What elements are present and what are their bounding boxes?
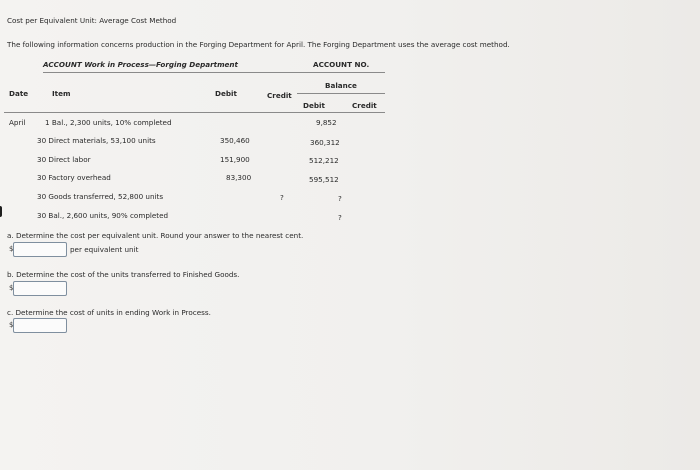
question-c-prompt: c. Determine the cost of units in ending Work in Process. (7, 308, 211, 317)
row-item: 30 Factory overhead (37, 173, 111, 182)
question-a-prompt: a. Determine the cost per equivalent unit. Round your answer to the nearest cent. (7, 231, 304, 240)
row-item: 30 Bal., 2,600 units, 90% completed (37, 211, 169, 220)
header-date: Date (9, 89, 29, 98)
balance-underline (297, 93, 385, 94)
row-balance-debit: 360,312 (310, 138, 340, 147)
header-item: Item (52, 89, 71, 98)
header-credit: Credit (267, 91, 292, 100)
question-c-answer-input[interactable] (13, 318, 67, 333)
row-month: April (9, 118, 26, 127)
row-item: 30 Direct labor (37, 155, 91, 164)
row-debit: 350,460 (220, 136, 250, 145)
question-c-currency: $ (9, 321, 14, 329)
row-balance-debit: 512,212 (309, 156, 339, 165)
row-item: 30 Goods transferred, 52,800 units (37, 192, 164, 201)
question-a-currency: $ (9, 245, 14, 253)
intro-text: The following information concerns production in the Forging Department for April. The Forging Department uses the average cost method. (7, 40, 510, 49)
question-b-currency: $ (9, 284, 14, 292)
row-item: 30 Direct materials, 53,100 units (37, 136, 156, 145)
header-debit: Debit (215, 89, 237, 98)
row-balance-debit: ? (338, 194, 342, 203)
header-balance-credit: Credit (352, 101, 377, 110)
page-title: Cost per Equivalent Unit: Average Cost Method (7, 16, 177, 25)
row-balance-debit: ? (338, 213, 342, 222)
row-balance-debit: 9,852 (316, 118, 337, 127)
row-item: 1 Bal., 2,300 units, 10% completed (45, 118, 172, 127)
row-balance-debit: 595,512 (309, 175, 339, 184)
header-underline (4, 112, 385, 113)
row-credit: ? (280, 193, 284, 202)
question-b-answer-input[interactable] (13, 281, 67, 296)
account-underline (43, 72, 385, 73)
account-name: ACCOUNT Work in Process—Forging Department (43, 60, 238, 69)
row-debit: 83,300 (226, 173, 252, 182)
account-no-label: ACCOUNT NO. (313, 60, 370, 69)
question-b-prompt: b. Determine the cost of the units transferred to Finished Goods. (7, 270, 240, 279)
edge-marker (0, 206, 2, 217)
question-a-unit-label: per equivalent unit (70, 245, 139, 254)
row-debit: 151,900 (220, 155, 250, 164)
question-a-answer-input[interactable] (13, 242, 67, 257)
header-balance: Balance (325, 81, 357, 90)
header-balance-debit: Debit (303, 101, 325, 110)
